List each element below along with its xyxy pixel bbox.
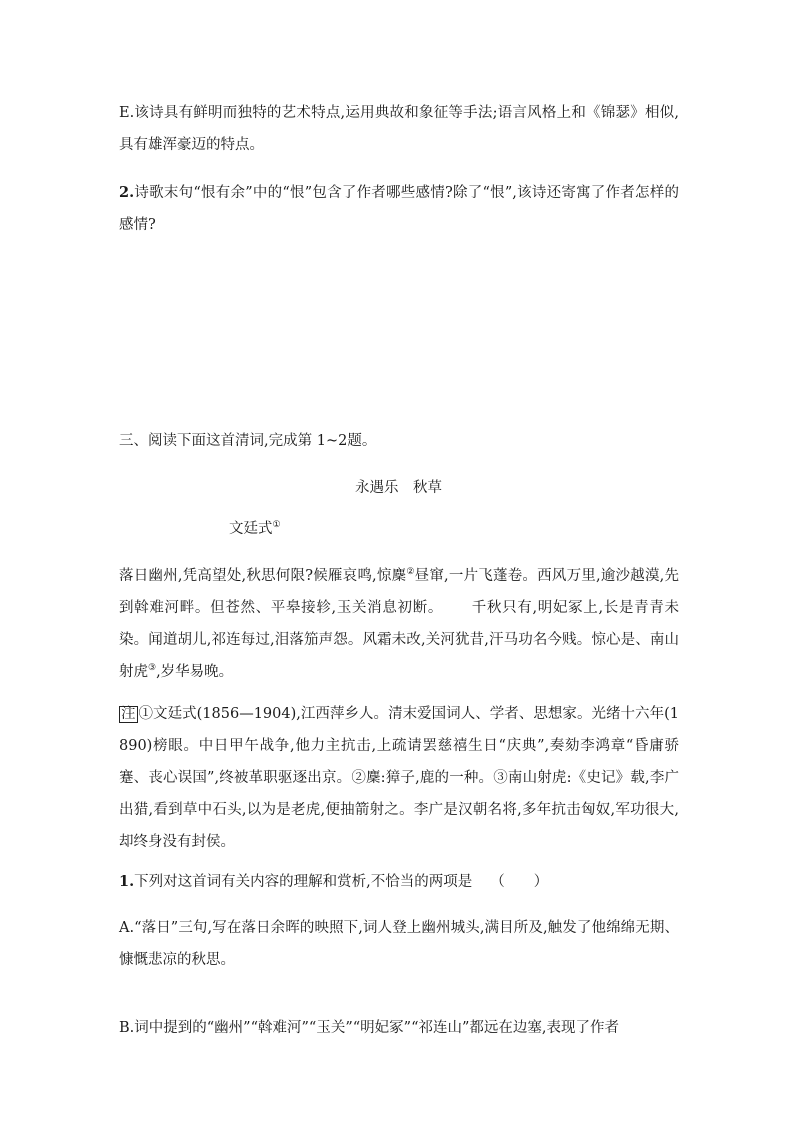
- poem-body: [119, 560, 679, 688]
- question-2-text: 诗歌末句“恨有余”中的“恨”包含了作者哪些感情?除了“恨”,该诗还寄寓了作者怎样的感情?: [119, 185, 679, 233]
- option-b: B.词中提到的“幽州”“斡难河”“玉关”“明妃冢”“祁连山”都远在边塞,表现了作者: [119, 1020, 619, 1036]
- author-name: 文廷式: [229, 521, 273, 537]
- question-1: [119, 866, 679, 898]
- poem-text-2: 昼窜,一片飞蓬卷。西风万里,逾沙越漠,先到斡难河畔。但苍然、平皋接轸,玉关消息初断。: [119, 568, 679, 616]
- poem-text-4: ,岁华易晚。: [156, 664, 234, 680]
- question-1-number: 1.: [119, 873, 135, 890]
- option-e: E.该诗具有鲜明而独特的艺术特点,运用典故和象征等手法;语言风格上和《锦瑟》相似,具有雄浑豪迈的特点。: [119, 105, 679, 153]
- poem-text-3: 千秋只有,明妃冢上,长是青青未染。闻道胡儿,祁连每过,泪落笳声怨。风霜未改,关河犹昔,汗马功名今贱。惊心是、南山射虎: [119, 600, 680, 680]
- option-a: A.“落日”三句,写在落日余晖的映照下,词人登上幽州城头,满目所及,触发了他绵绵无期、慷慨悲凉的秋思。: [119, 920, 679, 968]
- question-2: [119, 177, 679, 241]
- poem-text-1: 落日幽州,凭高望处,秋思何限?候雁哀鸣,惊麇: [119, 568, 407, 584]
- poem-title: 永遇乐 秋草: [355, 480, 442, 496]
- answer-blank: （ ）: [490, 874, 549, 890]
- poem-notes: [119, 698, 679, 858]
- notes-label-box: 注: [121, 706, 136, 722]
- section-3-heading: 三、阅读下面这首清词,完成第 1~2题。: [119, 433, 377, 449]
- question-1-stem: 下列对这首词有关内容的理解和赏析,不恰当的两项是: [134, 874, 473, 890]
- note-3-marker: ③: [148, 663, 157, 674]
- notes-text: ①文廷式(1856—1904),江西萍乡人。清末爱国词人、学者、思想家。光绪十六年(1890)榜眼。中日甲午战争,他力主抗击,上疏请罢慈禧生日“庆典”,奏劾李鸿章“昏庸骄蹇、丧心误国”,终被革职驱逐出京。②麇:獐子,鹿的一种。③南山射虎:《史记》载,李广出猎,看到草中石头,以为是老虎,便抽箭射之。李广是汉朝名将,多年抗击匈奴,军功很大,却终身没有封侯。: [119, 706, 679, 850]
- note-2-marker: ②: [406, 567, 415, 578]
- author-note-marker: ①: [272, 520, 281, 531]
- question-2-number: 2.: [119, 184, 135, 201]
- poem-author: [229, 517, 281, 541]
